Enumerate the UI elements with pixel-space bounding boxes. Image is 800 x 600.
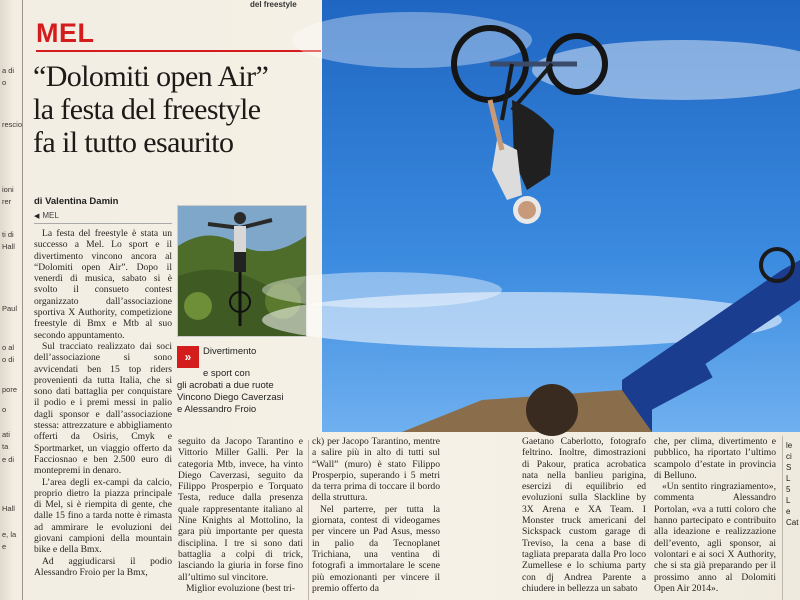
column-divider — [22, 0, 23, 600]
triangle-icon: ◀ — [34, 213, 40, 220]
sliver-line: e — [786, 507, 791, 516]
sliver-line: ati — [2, 430, 10, 439]
sliver-line: o — [2, 405, 7, 414]
paragraph: ck) per Jacopo Tarantino, mentre a salire più in alto di tutti sul “Wall” (muro) è stato Filippo Prosperpio, superando i 5 metri da terra prima di toccare il bordo della struttura. — [312, 436, 440, 504]
sliver-line: ta — [2, 442, 9, 451]
sliver-line: Hall — [2, 504, 15, 513]
sliver-line: e di — [2, 455, 15, 464]
sliver-line: pore — [2, 385, 18, 394]
paragraph: Miglior evoluzione (best tri- — [186, 582, 295, 594]
caption-line: e sport con — [203, 368, 250, 379]
headline-line: “Dolomiti open Air” — [33, 60, 269, 93]
chevrons-icon: » — [177, 346, 199, 368]
paragraph: L’area degli ex-campi da calcio, proprio dietro la piazza principale di Mel, si è riempita di gente, che dalle 15 fino a tarda notte è rimasta ad ammirare le evoluzioni dei giovani campioni della mountain bike e della Bmx. — [34, 476, 172, 556]
sliver-line: Paul — [2, 304, 18, 313]
article-column-5 — [654, 436, 776, 594]
paragraph: Gaetano Caberlotto, fotografo feltrino. Inoltre, dimostrazioni di Pakour, pratica acrobatica nata nella banlieu parigina, esercizi di equilibrio ed evoluzioni sulla Slackline by 3X Arena e XA Team. I Monster truck americani del Sickspack custom garage di Treviso, la cena a base di tagliata preparata dalla Pro loco Zumellese e lo schiuma party con dj Andrea Parente a chiudere in bellezza un sabato — [522, 436, 646, 594]
article-column-3 — [312, 436, 440, 594]
column-divider — [308, 440, 309, 600]
paragraph: che, per clima, divertimento e pubblico, ha riportato l’ultimo scampolo d’estate in provincia di Belluno. — [654, 436, 776, 481]
sliver-line: S — [786, 463, 792, 472]
sliver-line: ti di — [2, 230, 14, 239]
sliver-line: a di — [2, 66, 15, 75]
photo-caption — [177, 346, 317, 416]
sliver-line: o al — [2, 343, 15, 352]
left-column-fragment — [0, 60, 23, 600]
section-label: MEL — [36, 18, 95, 48]
sliver-line: le — [786, 441, 793, 450]
column-divider — [782, 436, 783, 600]
caption-line: Vincono Diego Caverzasi — [177, 392, 284, 403]
caption-line: e Alessandro Froio — [177, 404, 257, 415]
sliver-line: o di — [2, 355, 15, 364]
headline-line: fa il tutto esaurito — [33, 126, 234, 159]
sliver-line: L — [786, 496, 791, 505]
sliver-line: o — [2, 78, 7, 87]
caption-line: gli acrobati a due ruote — [177, 380, 274, 391]
right-column-fragment — [786, 440, 800, 528]
caption-line: Divertimento — [203, 346, 257, 357]
sliver-line: ci — [786, 452, 792, 461]
paragraph: seguito da Jacopo Tarantino e Vittorio Miller Galli. Per la categoria Mtb, invece, ha vinto Diego Caverzasi, seguito da Filippo Prosperpio e Torquato Testa, reduce dalla presenza quale rappresentante italiano al Nine Knights al Mottolino, la gara più importante per questa disciplina. I tre si sono dati battaglia a colpi di trick, lasciando la giuria in forse fino all’ultimo sul vincitore. — [178, 436, 303, 583]
paragraph: Nel parterre, per tutta la giornata, contest di videogames per vincere un Pad Asus, messo in palio da Tecnoplanet Trichiana, una ventina di fotografi a immortalare le scene più emozionanti per vincere il premio offerto da — [312, 503, 440, 594]
sliver-line: rer — [2, 197, 12, 206]
sliver-line: rescio — [2, 120, 23, 129]
sliver-line: e, la — [2, 530, 17, 539]
headline-line: la festa del freestyle — [33, 93, 261, 126]
sliver-line: Hall — [2, 242, 15, 251]
article-column-1 — [34, 228, 172, 578]
dateline — [34, 211, 59, 220]
sliver-line: e — [2, 542, 7, 551]
sliver-line: Cat — [786, 518, 799, 527]
byline-rule — [34, 223, 172, 224]
article-column-2 — [178, 436, 303, 594]
dateline-location: MEL — [42, 211, 59, 220]
article-column-4 — [522, 436, 646, 594]
sliver-line: 5 — [786, 485, 791, 494]
paragraph: La festa del freestyle è stata un successo a Mel. Lo sport e il divertimento vincono ancora al “Dolomiti open Air”. Dopo il venerdì di musica, sabato si è svolto il consueto contest organizzato dall’associazione sportiva X Authority, competizione freestyle di Bmx e Mtb al suo secondo appuntamento. — [34, 228, 172, 341]
headline — [33, 60, 333, 159]
section-rule — [36, 50, 321, 52]
main-photo — [322, 0, 800, 432]
sliver-line: ioni — [2, 185, 14, 194]
paragraph: Ad aggiudicarsi il podio Alessandro Froio per la Bmx, — [34, 555, 172, 578]
page-header-fragment: del freestyle — [250, 0, 297, 9]
paragraph: «Un sentito ringraziamento», commenta Alessandro Portolan, «va a tutti coloro che hanno partecipato e contribuito alla ideazione e realizzazione dell’evento, agli sponsor, ai volontari e ai soci X Authority, che si sta già preparando per il prossimo anno al Dolomiti Open Air 2014». — [654, 481, 776, 594]
byline: di Valentina Damin — [34, 196, 119, 207]
paragraph: Sul tracciato realizzato dai soci dell’associazione si sono avvicendati ben 15 top riders provenienti da tutta Italia, che si sono dati battaglia per conquistare il podio e i premi messi in palio dagli sponsor e dall’associazione stessa: attrezzature e abbigliamento offerti da Osiris, Cmyk e Sportmarket, un viaggio offerto da Facciosnao e ben 2.500 euro di montepremi in denaro. — [34, 340, 172, 477]
sliver-line: L — [786, 474, 791, 483]
